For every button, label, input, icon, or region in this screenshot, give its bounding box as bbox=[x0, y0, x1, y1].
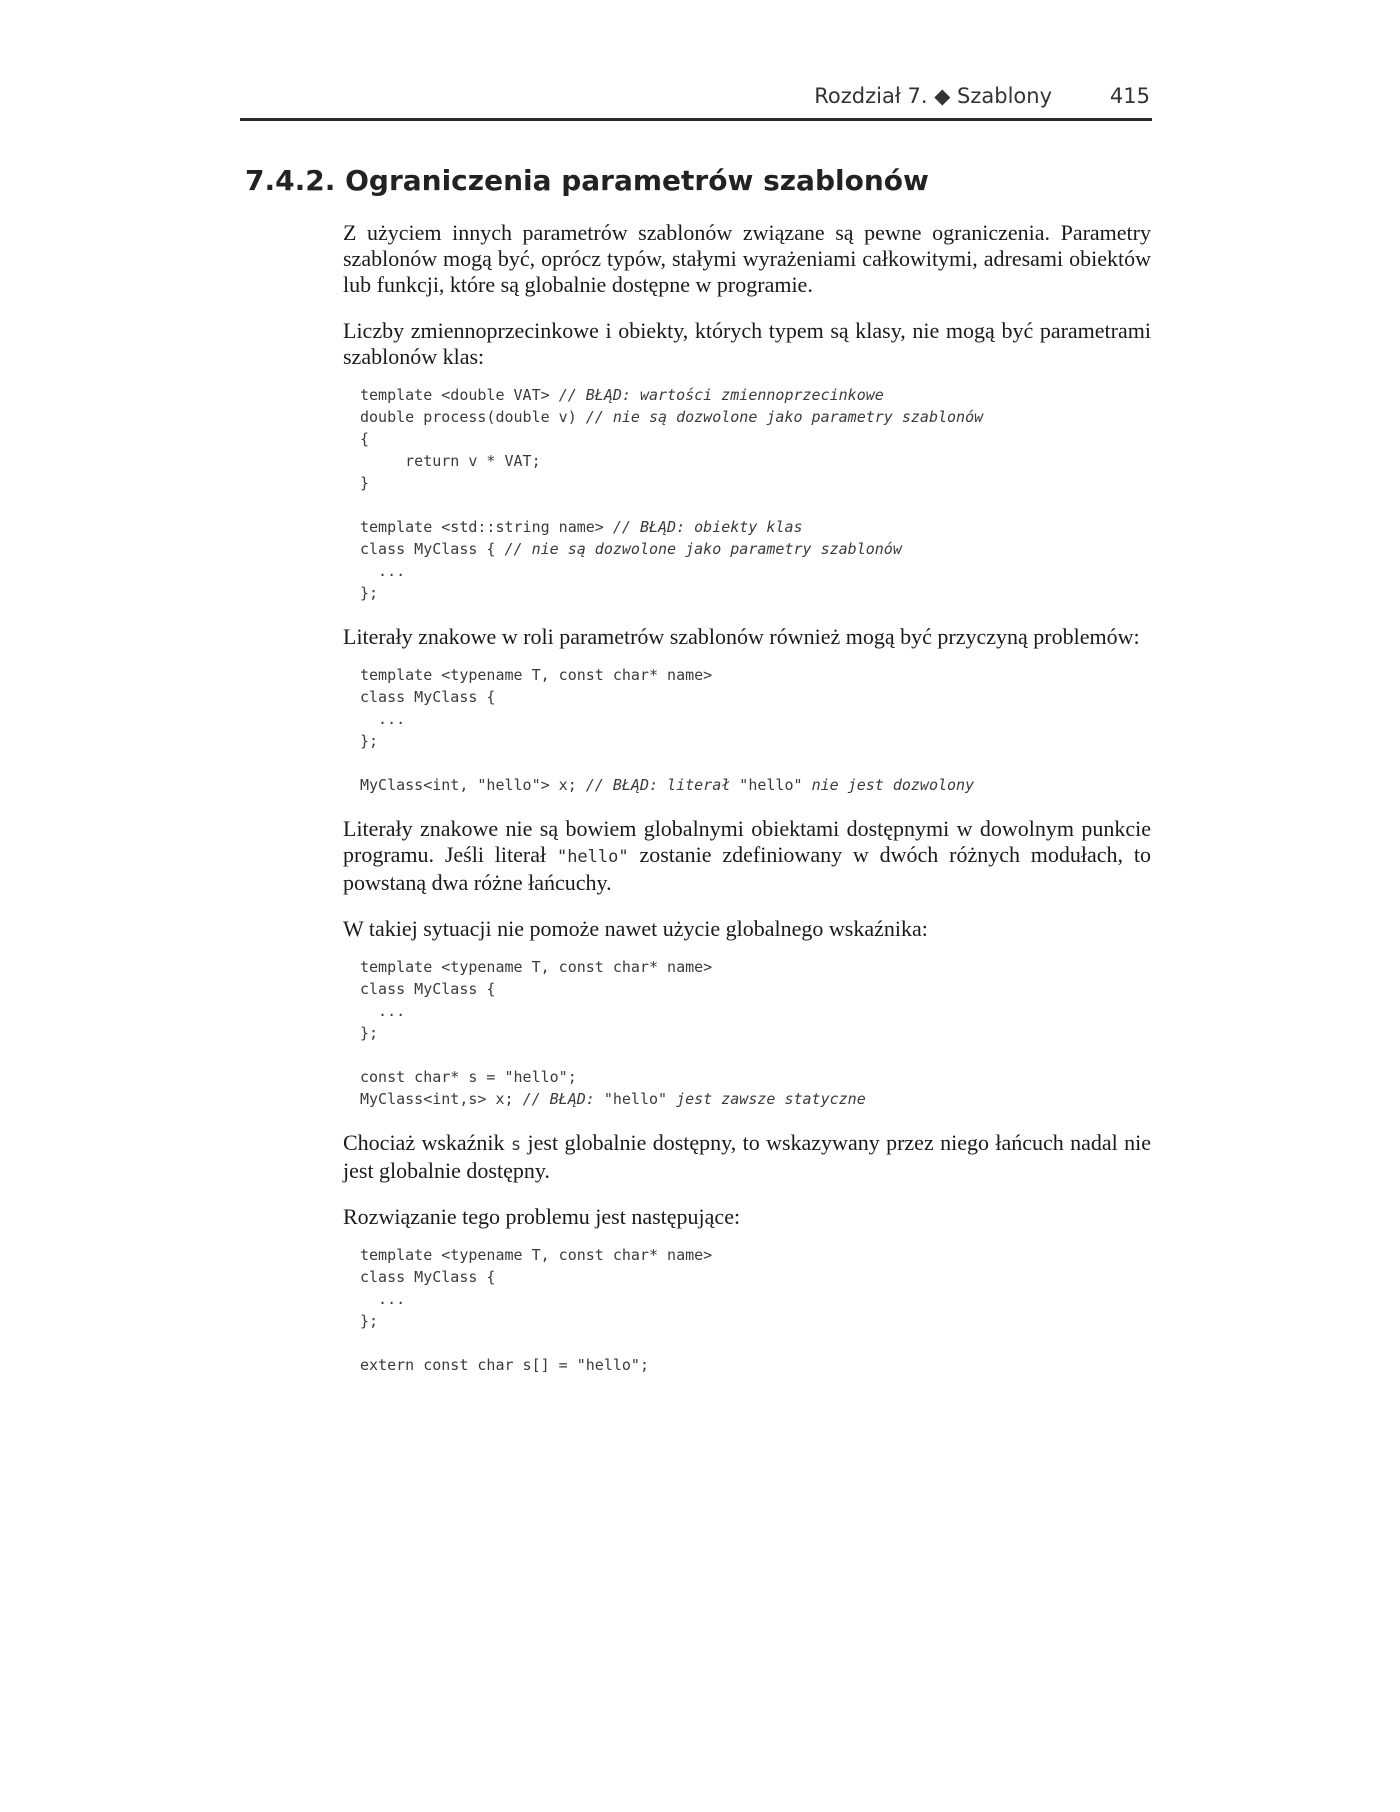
code-comment: // BŁĄD: bbox=[522, 1090, 595, 1108]
code-line: template <typename T, const char* name> bbox=[360, 958, 713, 976]
code-block-solution bbox=[360, 1244, 1151, 1376]
code-line: } bbox=[360, 474, 370, 492]
paragraph-text: Chociaż wskaźnik bbox=[343, 1130, 511, 1155]
code-line: template <typename T, const char* name> bbox=[360, 1246, 713, 1264]
code-line: MyClass<int, "hello"> x; bbox=[360, 776, 586, 794]
paragraph-pointer-explanation bbox=[343, 1130, 1151, 1184]
code-comment: // nie są dozwolone jako parametry szablonów bbox=[504, 540, 902, 558]
code-line: }; bbox=[360, 584, 379, 602]
paragraph-text: jest globalnie dostępny, to wskazywany przez niego łańcuch nadal nie jest globalnie dostępny. bbox=[343, 1130, 1152, 1183]
code-block-floating-point bbox=[360, 384, 1151, 604]
code-line: ... bbox=[360, 562, 406, 580]
running-header bbox=[240, 80, 1152, 121]
code-line: double process(double v) bbox=[360, 408, 586, 426]
code-line: class MyClass { bbox=[360, 688, 496, 706]
code-line: }; bbox=[360, 732, 379, 750]
paragraph-global-pointer: W takiej sytuacji nie pomoże nawet użycie globalnego wskaźnika: bbox=[343, 916, 928, 941]
code-comment: // BŁĄD: wartości zmiennoprzecinkowe bbox=[558, 386, 884, 404]
chapter-title: Rozdział 7. ◆ Szablony bbox=[814, 84, 1052, 108]
code-comment: // BŁĄD: literał bbox=[585, 776, 731, 794]
code-line: ... bbox=[360, 710, 406, 728]
code-line: return v * VAT; bbox=[360, 452, 541, 470]
code-comment: jest zawsze statyczne bbox=[676, 1090, 866, 1108]
code-line: MyClass<int,s> x; bbox=[360, 1090, 523, 1108]
code-line: template <double VAT> bbox=[360, 386, 559, 404]
page-body bbox=[343, 220, 1151, 1396]
section-title: 7.4.2. Ograniczenia parametrów szablonów bbox=[245, 164, 929, 197]
page-number: 415 bbox=[1109, 84, 1150, 108]
code-line: }; bbox=[360, 1312, 379, 1330]
paragraph-literal-explanation bbox=[343, 816, 1151, 896]
code-comment: // BŁĄD: obiekty klas bbox=[612, 518, 803, 536]
code-line: ... bbox=[360, 1290, 406, 1308]
code-line: "hello" bbox=[730, 776, 812, 794]
code-comment: nie jest dozwolony bbox=[811, 776, 975, 794]
code-line: ... bbox=[360, 1002, 406, 1020]
paragraph-intro: Z użyciem innych parametrów szablonów związane są pewne ograniczenia. Parametry szablonów mogą być, oprócz typów, stałymi wyrażeniami całkowitymi, adresami obiektów lub funkcji, które są globalnie dostępne w programie. bbox=[343, 220, 1151, 297]
code-line: }; bbox=[360, 1024, 379, 1042]
code-block-string-literal bbox=[360, 664, 1151, 796]
paragraph-text: Literały znakowe nie są bowiem globalnymi obiektami dostępnymi w dowolnym punkcie programu. Jeśli literał bbox=[343, 816, 1151, 867]
code-line: class MyClass { bbox=[360, 540, 505, 558]
code-comment: // nie są dozwolone jako parametry szablonów bbox=[585, 408, 984, 426]
code-line: template <std::string name> bbox=[360, 518, 613, 536]
inline-code: "hello" bbox=[556, 847, 629, 867]
paragraph-floating-point: Liczby zmiennoprzecinkowe i obiekty, których typem są klasy, nie mogą być parametrami szablonów klas: bbox=[343, 318, 1151, 369]
paragraph-solution: Rozwiązanie tego problemu jest następujące: bbox=[343, 1204, 741, 1229]
inline-code: s bbox=[510, 1135, 522, 1155]
code-line: { bbox=[360, 430, 370, 448]
code-line: extern const char s[] = "hello"; bbox=[360, 1356, 649, 1374]
paragraph-string-literals: Literały znakowe w roli parametrów szablonów również mogą być przyczyną problemów: bbox=[343, 624, 1140, 649]
paragraph-text: zostanie zdefiniowany w dwóch różnych modułach, to powstaną dwa różne łańcuchy. bbox=[343, 842, 1152, 895]
code-line: const char* s = "hello"; bbox=[360, 1068, 577, 1086]
code-line: "hello" bbox=[594, 1090, 677, 1108]
code-line: class MyClass { bbox=[360, 980, 496, 998]
code-line: template <typename T, const char* name> bbox=[360, 666, 713, 684]
code-line: class MyClass { bbox=[360, 1268, 496, 1286]
code-block-global-pointer bbox=[360, 956, 1151, 1110]
